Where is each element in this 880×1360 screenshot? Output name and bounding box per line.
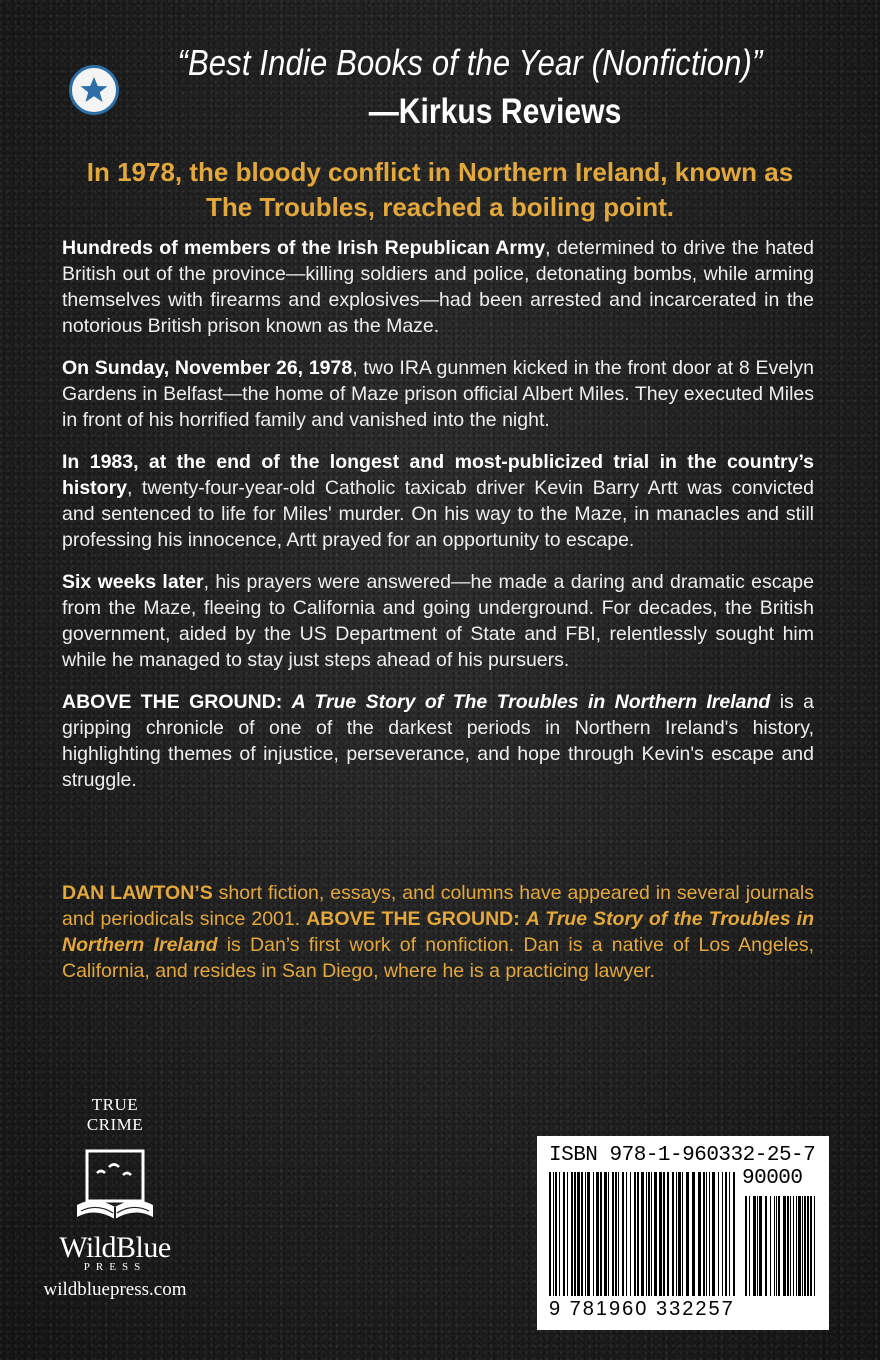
- barcode-bar: [796, 1196, 797, 1296]
- paragraph-text: is a gripping chronicle of one of the darkest periods in Northern Ireland's history, highlighting themes of injustice, perseverance, and hope through Kevin's escape and struggle.: [62, 691, 814, 791]
- barcode-bar: [630, 1172, 631, 1296]
- barcode-bar: [798, 1196, 801, 1296]
- barcode-bar: [608, 1172, 609, 1296]
- barcode-bar: [759, 1196, 762, 1296]
- barcode-digits: 9 781960 332257: [549, 1298, 735, 1320]
- barcode-bar: [733, 1172, 735, 1296]
- barcode-bar: [757, 1196, 758, 1296]
- barcode-bar: [725, 1172, 727, 1296]
- barcode-bar: [745, 1196, 747, 1296]
- isbn-label: ISBN 978-1-960332-25-7: [549, 1144, 816, 1167]
- barcode-bar: [810, 1196, 812, 1296]
- barcode-bar: [622, 1172, 624, 1296]
- barcode-bar: [651, 1172, 652, 1296]
- barcode-bar: [676, 1172, 677, 1296]
- barcode-bar: [703, 1172, 705, 1296]
- author-book-subtitle: A True Story of the Troubles in Northern Ireland: [62, 908, 814, 956]
- barcode-bar: [574, 1172, 576, 1296]
- barcode-bar: [600, 1172, 602, 1296]
- paragraph-text: , determined to drive the hated British out of the province—killing soldiers and police, detonating bombs, while arming themselves with firearms and explosives—had been arrested and incarcerated in the notorious British prison known as the Maze.: [62, 237, 814, 337]
- open-book-logo-icon: [75, 1147, 155, 1227]
- barcode-bar: [581, 1172, 583, 1296]
- paragraph-lead: On Sunday, November 26, 1978: [62, 357, 353, 379]
- headline-line-2: The Troubles, reached a boiling point.: [205, 192, 675, 222]
- price-code: 90000: [742, 1167, 803, 1190]
- star-icon: [79, 75, 109, 105]
- barcode-bar: [678, 1172, 681, 1296]
- barcode-bar: [615, 1172, 617, 1296]
- barcode-bar: [774, 1196, 775, 1296]
- barcode-bar: [637, 1172, 639, 1296]
- synopsis-paragraph: [62, 235, 814, 339]
- barcode-bar: [641, 1172, 644, 1296]
- barcode-bar: [778, 1196, 780, 1296]
- genre-line-2: CRIME: [86, 1115, 144, 1134]
- author-bio: [62, 880, 814, 984]
- barcode-bar: [604, 1172, 607, 1296]
- headline: [30, 155, 850, 225]
- barcode-bar: [571, 1172, 573, 1296]
- barcode-bar: [634, 1172, 636, 1296]
- author-book-title: ABOVE THE GROUND:: [306, 908, 526, 930]
- barcode-bar: [593, 1172, 594, 1296]
- book-title: ABOVE THE GROUND:: [62, 691, 292, 713]
- barcode-bar: [814, 1196, 815, 1296]
- barcode-bar: [618, 1172, 619, 1296]
- review-quote: “Best Indie Books of the Year (Nonfiction)”: [177, 42, 763, 83]
- paragraph-lead: In 1983, at the end of the longest and most-publicized trial in the country’s history: [62, 451, 814, 499]
- barcode-bar: [749, 1196, 750, 1296]
- barcode-bar: [718, 1172, 719, 1296]
- barcode-bar: [585, 1172, 586, 1296]
- paragraph-text: , two IRA gunmen kicked in the front door at 8 Evelyn Gardens in Belfast—the home of Maze prison official Albert Miles. They executed Miles in front of his horrified family and vanished into the night.: [62, 357, 814, 431]
- paragraph-text: , twenty-four-year-old Catholic taxicab driver Kevin Barry Artt was convicted and sentenced to life for Miles' murder. On his way to the Maze, in manacles and still professing his innocence, Artt prayed for an opportunity to escape.: [62, 477, 814, 551]
- barcode-bar: [698, 1172, 701, 1296]
- barcode-bar: [667, 1172, 669, 1296]
- paragraph-lead: Hundreds of members of the Irish Republican Army: [62, 237, 546, 259]
- barcode-bar: [577, 1172, 580, 1296]
- barcode-bar: [807, 1196, 809, 1296]
- barcode-bar: [776, 1196, 777, 1296]
- barcode-icon: [549, 1172, 817, 1298]
- synopsis-paragraph: [62, 689, 814, 793]
- barcode-bar: [559, 1172, 560, 1296]
- barcode-bar: [753, 1196, 756, 1296]
- synopsis-paragraph: [62, 449, 814, 553]
- barcode-bar: [722, 1172, 723, 1296]
- barcode-bar: [648, 1172, 650, 1296]
- synopsis-paragraph: [62, 569, 814, 673]
- barcode-bar: [686, 1172, 689, 1296]
- barcode-bar: [802, 1196, 803, 1296]
- barcode-bar: [709, 1172, 710, 1296]
- barcode-bar: [587, 1172, 590, 1296]
- barcode-bar: [626, 1172, 627, 1296]
- isbn-barcode: [537, 1136, 829, 1330]
- barcode-bar: [770, 1196, 771, 1296]
- barcode-bar: [804, 1196, 806, 1296]
- book-subtitle: A True Story of The Troubles in Northern Ireland: [291, 691, 771, 713]
- barcode-bar: [765, 1196, 767, 1296]
- barcode-bar: [596, 1172, 599, 1296]
- barcode-bar: [563, 1172, 565, 1296]
- paragraph-text: , his prayers were answered—he made a daring and dramatic escape from the Maze, fleeing to California and going underground. For decades, the British government, aided by the US Department of State and FBI, relentlessly sought him while he managed to stay just steps ahead of his pursuers.: [62, 571, 814, 671]
- barcode-bar: [712, 1172, 715, 1296]
- barcode-bar: [787, 1196, 789, 1296]
- publisher-website: wildbluepress.com: [43, 1279, 187, 1300]
- barcode-bar: [567, 1172, 568, 1296]
- barcode-bar: [646, 1172, 647, 1296]
- publisher-name: WildBlue: [59, 1231, 171, 1264]
- barcode-bar: [549, 1172, 551, 1296]
- barcode-bar: [692, 1172, 695, 1296]
- synopsis-paragraph: [62, 355, 814, 433]
- barcode-bar: [706, 1172, 707, 1296]
- barcode-bar: [555, 1172, 557, 1296]
- barcode-bar: [790, 1196, 791, 1296]
- review-source: —Kirkus Reviews: [368, 92, 622, 131]
- barcode-bar: [663, 1172, 665, 1296]
- barcode-bar: [672, 1172, 674, 1296]
- headline-line-1: In 1978, the bloody conflict in Northern Ireland, known as: [86, 157, 794, 187]
- barcode-bar: [654, 1172, 657, 1296]
- paragraph-lead: Six weeks later: [62, 571, 204, 593]
- barcode-bar: [553, 1172, 554, 1296]
- author-bio-text: is Dan’s first work of nonfiction. Dan is a native of Los Angeles, California, and resides in San Diego, where he is a practicing lawyer.: [62, 934, 815, 982]
- barcode-bar: [682, 1172, 683, 1296]
- author-bio-text: short fiction, essays, and columns have appeared in several journals and periodicals since 2001.: [62, 882, 814, 930]
- barcode-bar: [783, 1196, 786, 1296]
- barcode-bar: [729, 1172, 730, 1296]
- review-star-badge: [69, 65, 119, 115]
- barcode-bar: [659, 1172, 662, 1296]
- publisher-sub: PRESS: [83, 1261, 147, 1273]
- barcode-bar: [793, 1196, 794, 1296]
- genre-line-1: TRUE: [91, 1095, 139, 1114]
- publisher-block: [40, 1095, 190, 1301]
- synopsis: [62, 235, 814, 809]
- author-name: DAN LAWTON’S: [62, 882, 213, 904]
- barcode-bar: [612, 1172, 614, 1296]
